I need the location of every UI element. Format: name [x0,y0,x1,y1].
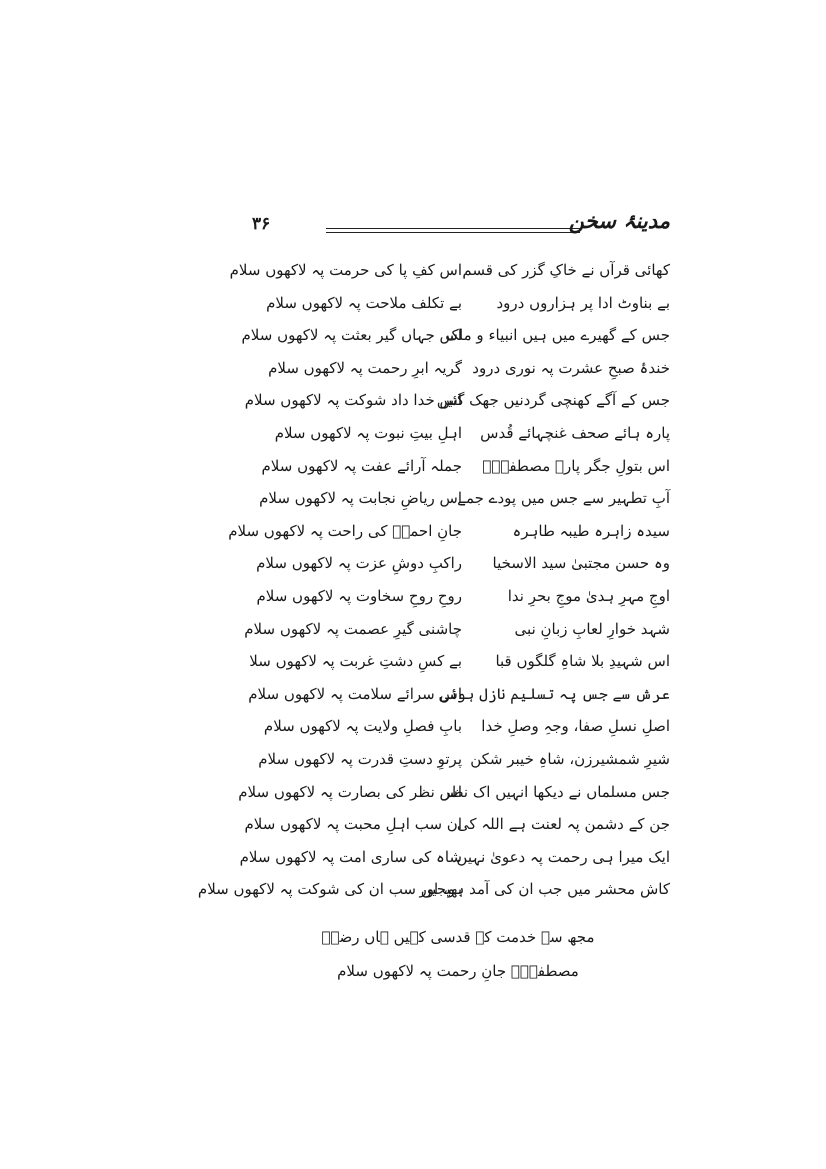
couplet-first-line: آبِ تطہیر سے جس میں پودے جمے [457,489,670,508]
couplet [252,419,670,452]
closing-line-second: مصطفیٰؐ جانِ رحمت پہ لاکھوں سلام [337,962,579,980]
couplet-first-line: خندۂ صبحِ عشرت پہ نوری درود [472,358,670,377]
couplet-second-line: اس جہاں گیر بعثت پہ لاکھوں سلام [241,326,462,345]
couplet [244,810,670,843]
couplet [252,549,670,582]
closing-couplet [252,920,670,988]
couplet [244,386,670,419]
couplet-second-line: بے تکلف ملاحت پہ لاکھوں سلام [266,293,462,312]
couplet [239,843,670,876]
couplet-second-line: پرتوِ دستِ قدرت پہ لاکھوں سلام [258,749,462,768]
couplet-second-line: روحِ روحِ سخاوت پہ لاکھوں سلام [256,586,462,605]
couplet-second-line: بھیجیں سب ان کی شوکت پہ لاکھوں سلام [197,880,462,899]
couplet-first-line: وہ حسن مجتبیٰ سید الاسخیا [492,554,670,573]
couplet-second-line: ان سب اہلِ محبت پہ لاکھوں سلام [244,815,462,834]
couplet-first-line: اوجِ مہرِ ہدیٰ موجِ بحرِ ندا [507,586,670,605]
couplet-first-line: شہد خوارِ لعابِ زبانِ نبی [514,619,670,638]
header-rule-top [326,228,580,229]
couplet [252,354,670,387]
couplet-first-line: اس شہیدِ بلا شاہِ گلگوں قبا [495,652,670,671]
couplet-second-line: شاہ کی ساری امت پہ لاکھوں سلام [239,847,462,866]
couplet-second-line: بے کسِ دشتِ غربت پہ لاکھوں سلا [249,652,462,671]
couplet-second-line: چاشنی گیرِ عصمت پہ لاکھوں سلام [244,619,462,638]
book-title: مدینۂ سخن [568,208,670,233]
couplet-first-line: کھائی قرآں نے خاکِ گزر کی قسم [462,261,670,279]
couplet [252,712,670,745]
couplet-second-line: اس نظر کی بصارت پہ لاکھوں سلام [238,782,462,801]
couplet-second-line: اس سرائے سلامت پہ لاکھوں سلام [248,684,462,703]
couplet-first-line: شیرِ شمشیرزن، شاہِ خیبر شکن [470,749,670,768]
page-header [252,208,670,248]
couplet-second-line: اس ریاضِ نجابت پہ لاکھوں سلام [259,489,462,508]
couplet-first-line: اس بتولِ جگر پارۂ مصطفیٰؐ [482,456,670,475]
couplet-first-line: ایک میرا ہی رحمت پہ دعویٰ نہیں [456,847,670,866]
couplet [238,778,670,811]
couplet [244,615,670,648]
couplet-first-line: جس کے آگے کھنچی گردنیں جھک گئیں [436,391,670,410]
couplet [197,875,670,908]
couplet [228,517,670,550]
couplet-second-line: اہلِ بیتِ نبوت پہ لاکھوں سلام [274,423,462,442]
couplet-second-line: جملہ آرائے عفت پہ لاکھوں سلام [261,456,462,475]
couplet [229,256,670,289]
couplet-first-line: جن کے دشمن پہ لعنت ہے اللہ کی [456,815,670,834]
closing-line-first: مجھ سے خدمت کے قدسی کہیں ہاں رضاؔ [321,928,595,946]
couplet [252,745,670,778]
couplet-second-line: راکبِ دوشِ عزت پہ لاکھوں سلام [256,554,462,573]
header-double-rule [326,228,580,233]
header-rule-bottom [326,232,580,233]
couplet [249,647,670,680]
couplet-second-line: بابِ فصلِ ولایت پہ لاکھوں سلام [263,717,462,736]
couplet [241,321,670,354]
page-number: ۳۶ [252,214,271,234]
couplet [248,680,670,713]
couplet-first-line: جس کے گھیرے میں ہیں انبیاء و ملک [445,326,670,345]
couplet-first-line: جس مسلماں نے دیکھا انہیں اک نظر [443,782,670,801]
couplet-first-line: عرش سے جس پہ تسلیم نازل ہوئی [439,684,670,703]
couplet-second-line: گریہ ابرِ رحمت پہ لاکھوں سلام [268,358,462,377]
couplet-first-line: کاش محشر میں جب ان کی آمد ہو، اور [419,880,670,899]
couplet [252,289,670,322]
couplet-first-line: اصلِ نسلِ صفا، وجہِ وصلِ خدا [481,717,670,736]
couplet-first-line: سیدہ زاہرہ طیبہ طاہرہ [512,521,670,540]
couplet-first-line: پارہ ہائے صحف غنچہائے قُدس [480,423,670,442]
couplet-first-line: بے بناوٹ ادا پر ہزاروں درود [496,293,670,312]
couplet [252,582,670,615]
poem-body [197,256,670,908]
couplet-second-line: اس خدا داد شوکت پہ لاکھوں سلام [244,391,462,410]
couplet [252,484,670,517]
couplet-second-line: جانِ احمدؐ کی راحت پہ لاکھوں سلام [228,521,462,540]
couplet-second-line: اس کفِ پا کی حرمت پہ لاکھوں سلام [229,261,462,279]
couplet [252,452,670,485]
